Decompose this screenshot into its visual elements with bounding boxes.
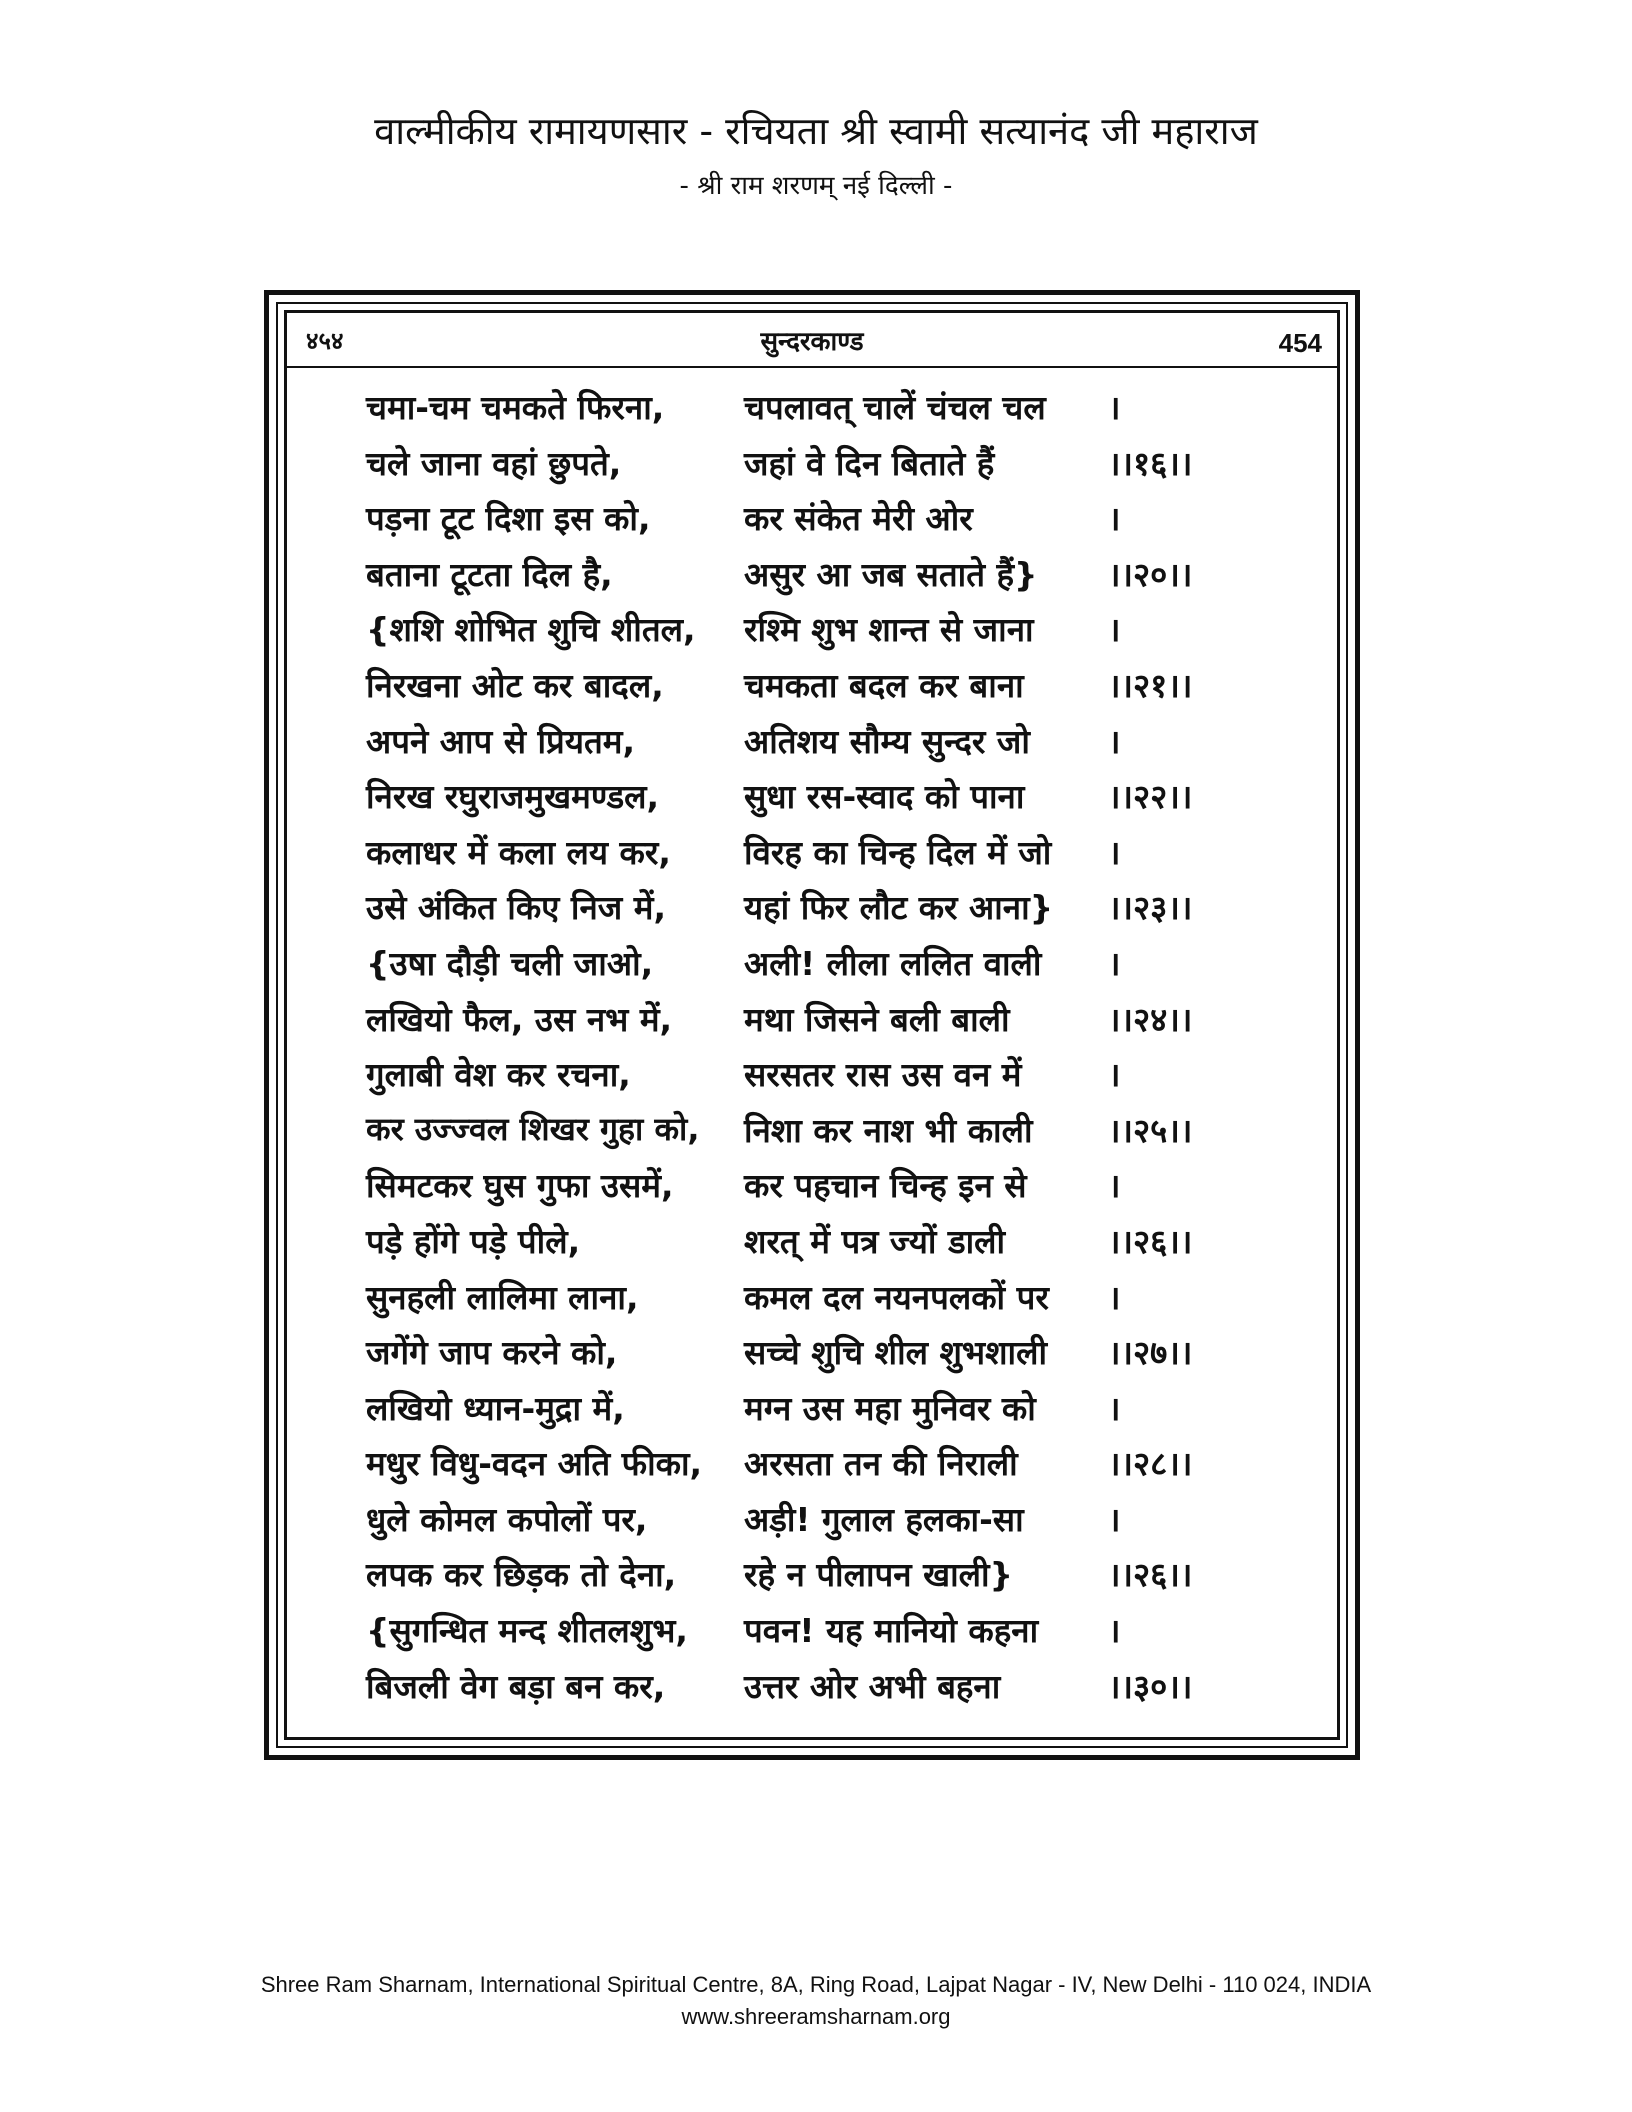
verse-first-half: जगेंगे जाप करने को, bbox=[366, 1333, 618, 1373]
verse-second-half: असुर आ जब सताते हैं} bbox=[744, 554, 1038, 594]
verse-line bbox=[0, 1545, 1632, 1601]
verse-number: ।।२२।। bbox=[1108, 777, 1193, 817]
verse-number: ।।२३।। bbox=[1108, 888, 1193, 928]
verse-first-half: निरखना ओट कर बादल, bbox=[366, 665, 664, 705]
page-number: 454 bbox=[1278, 328, 1322, 358]
verse-line bbox=[0, 1601, 1632, 1657]
verse-line bbox=[0, 545, 1632, 601]
verse-first-half: कर उज्ज्वल शिखर गुहा को, bbox=[366, 1109, 700, 1148]
verse-number: ।।२६।। bbox=[1108, 1555, 1193, 1595]
verse-second-half: पवन! यह मानियो कहना bbox=[744, 1611, 1039, 1651]
verse-number: ।।२१।। bbox=[1108, 665, 1193, 705]
verse-number: । bbox=[1108, 1388, 1121, 1428]
verse-number: । bbox=[1108, 1611, 1121, 1651]
verse-line bbox=[0, 1490, 1632, 1546]
verse-first-half: पड़ना टूट दिशा इस को, bbox=[366, 499, 651, 539]
verse-second-half: जहां वे दिन बिताते हैं bbox=[744, 443, 995, 483]
verse-second-half: कर पहचान चिन्ह इन से bbox=[744, 1166, 1027, 1206]
verse-line bbox=[0, 1045, 1632, 1101]
verse-second-half: अड़ी! गुलाल हलका-सा bbox=[744, 1499, 1024, 1539]
verse-first-half: मधुर विधु-वदन अति फीका, bbox=[366, 1444, 703, 1484]
verse-first-half: लपक कर छिड़क तो देना, bbox=[366, 1555, 677, 1595]
verse-number: ।।२८।। bbox=[1108, 1444, 1193, 1484]
document-title: वाल्मीकीय रामायणसार - रचियता श्री स्वामी सत्यानंद जी महाराज bbox=[374, 109, 1258, 153]
verse-number: ।।२४।। bbox=[1108, 999, 1193, 1039]
verse-first-half: निरख रघुराजमुखमण्डल, bbox=[366, 777, 660, 817]
verse-first-half: बिजली वेग बड़ा बन कर, bbox=[366, 1666, 666, 1706]
verse-line bbox=[0, 767, 1632, 823]
verse-first-half: लखियो फैल, उस नभ में, bbox=[366, 999, 673, 1039]
verse-number: ।।२५।। bbox=[1108, 1110, 1193, 1150]
section-title: सुन्दरकाण्ड bbox=[760, 327, 864, 357]
verse-first-half: धुले कोमल कपोलों पर, bbox=[366, 1499, 648, 1539]
footer-website: www.shreeramsharnam.org bbox=[681, 2004, 951, 2029]
verse-second-half: उत्तर ओर अभी बहना bbox=[744, 1666, 1001, 1706]
verse-number: । bbox=[1108, 610, 1121, 650]
verse-second-half: अरसता तन की निराली bbox=[744, 1444, 1018, 1484]
verse-line bbox=[0, 1101, 1632, 1157]
verse-number: । bbox=[1108, 388, 1121, 427]
verse-number: ।।१६।। bbox=[1108, 443, 1193, 483]
verse-second-half: निशा कर नाश भी काली bbox=[744, 1110, 1033, 1150]
verse-number: । bbox=[1108, 1055, 1121, 1095]
verse-second-half: मथा जिसने बली बाली bbox=[744, 999, 1010, 1039]
verse-line bbox=[0, 1434, 1632, 1490]
verse-line bbox=[0, 878, 1632, 934]
page-number-devanagari: ४५४ bbox=[306, 327, 344, 355]
verse-second-half: रश्मि शुभ शान्त से जाना bbox=[744, 610, 1034, 650]
verse-number: ।।२६।। bbox=[1108, 1221, 1193, 1261]
verse-number: । bbox=[1108, 499, 1121, 539]
verse-second-half: रहे न पीलापन खाली} bbox=[744, 1555, 1014, 1595]
verse-line bbox=[0, 934, 1632, 990]
verse-line bbox=[0, 1323, 1632, 1379]
verse-line bbox=[0, 1657, 1632, 1713]
document-subtitle: - श्री राम शरणम् नई दिल्ली - bbox=[679, 171, 953, 201]
verse-second-half: चपलावत् चालें चंचल चल bbox=[744, 388, 1046, 427]
verse-second-half: कमल दल नयनपलकों पर bbox=[744, 1277, 1049, 1317]
verse-line bbox=[0, 823, 1632, 879]
verse-second-half: मग्न उस महा मुनिवर को bbox=[744, 1388, 1036, 1428]
verse-number: । bbox=[1108, 1499, 1121, 1539]
verse-second-half: यहां फिर लौट कर आना} bbox=[744, 888, 1054, 928]
verse-second-half: सरसतर रास उस वन में bbox=[744, 1055, 1022, 1095]
verse-line bbox=[0, 990, 1632, 1046]
verse-number: । bbox=[1108, 721, 1121, 761]
verse-line bbox=[0, 1268, 1632, 1324]
verse-first-half: अपने आप से प्रियतम, bbox=[366, 721, 636, 761]
verse-second-half: अतिशय सौम्य सुन्दर जो bbox=[744, 721, 1030, 761]
page-header-bar bbox=[286, 318, 1338, 368]
verse-first-half: {उषा दौड़ी चली जाओ, bbox=[366, 943, 654, 983]
verse-first-half: सिमटकर घुस गुफा उसमें, bbox=[366, 1166, 674, 1206]
verse-first-half: सुनहली लालिमा लाना, bbox=[366, 1277, 639, 1317]
verse-first-half: गुलाबी वेश कर रचना, bbox=[366, 1055, 631, 1095]
verse-first-half: पड़े होंगे पड़े पीले, bbox=[366, 1221, 581, 1261]
verse-second-half: कर संकेत मेरी ओर bbox=[744, 499, 973, 539]
verse-number: ।।२७।। bbox=[1108, 1333, 1193, 1373]
verse-first-half: {सुगन्धित मन्द शीतलशुभ, bbox=[366, 1611, 688, 1651]
verse-second-half: शरत् में पत्र ज्यों डाली bbox=[744, 1221, 1006, 1261]
verse-line bbox=[0, 1379, 1632, 1435]
verse-line bbox=[0, 1156, 1632, 1212]
verse-number: ।।३०।। bbox=[1108, 1666, 1193, 1706]
verse-number: । bbox=[1108, 1166, 1121, 1206]
verse-first-half: {शशि शोभित शुचि शीतल, bbox=[366, 610, 696, 650]
footer-address: Shree Ram Sharnam, International Spiritual Centre, 8A, Ring Road, Lajpat Nagar - IV, New Delhi - 110 024, INDIA bbox=[260, 1972, 1372, 1997]
verse-first-half: उसे अंकित किए निज में, bbox=[366, 888, 667, 928]
verse-line bbox=[0, 712, 1632, 768]
verse-line bbox=[0, 600, 1632, 656]
verse-number: । bbox=[1108, 1277, 1121, 1317]
verse-line bbox=[0, 489, 1632, 545]
verse-second-half: चमकता बदल कर बाना bbox=[744, 665, 1024, 705]
verse-number: । bbox=[1108, 832, 1121, 872]
verse-line bbox=[0, 434, 1632, 490]
verse-second-half: अली! लीला ललित वाली bbox=[744, 943, 1042, 983]
verse-number: ।।२०।। bbox=[1108, 554, 1193, 594]
verse-second-half: सुधा रस-स्वाद को पाना bbox=[744, 777, 1025, 817]
verse-line bbox=[0, 1212, 1632, 1268]
verse-first-half: चले जाना वहां छुपते, bbox=[366, 443, 622, 483]
verse-number: । bbox=[1108, 943, 1121, 983]
verse-list bbox=[0, 378, 1632, 1712]
verse-line bbox=[0, 656, 1632, 712]
verse-line bbox=[0, 378, 1632, 434]
verse-first-half: कलाधर में कला लय कर, bbox=[366, 832, 671, 872]
verse-second-half: सच्चे शुचि शील शुभशाली bbox=[744, 1333, 1048, 1373]
verse-first-half: लखियो ध्यान-मुद्रा में, bbox=[366, 1388, 625, 1428]
verse-second-half: विरह का चिन्ह दिल में जो bbox=[744, 832, 1052, 872]
verse-first-half: बताना टूटता दिल है, bbox=[366, 554, 613, 594]
verse-first-half: चमा-चम चमकते फिरना, bbox=[366, 388, 665, 427]
